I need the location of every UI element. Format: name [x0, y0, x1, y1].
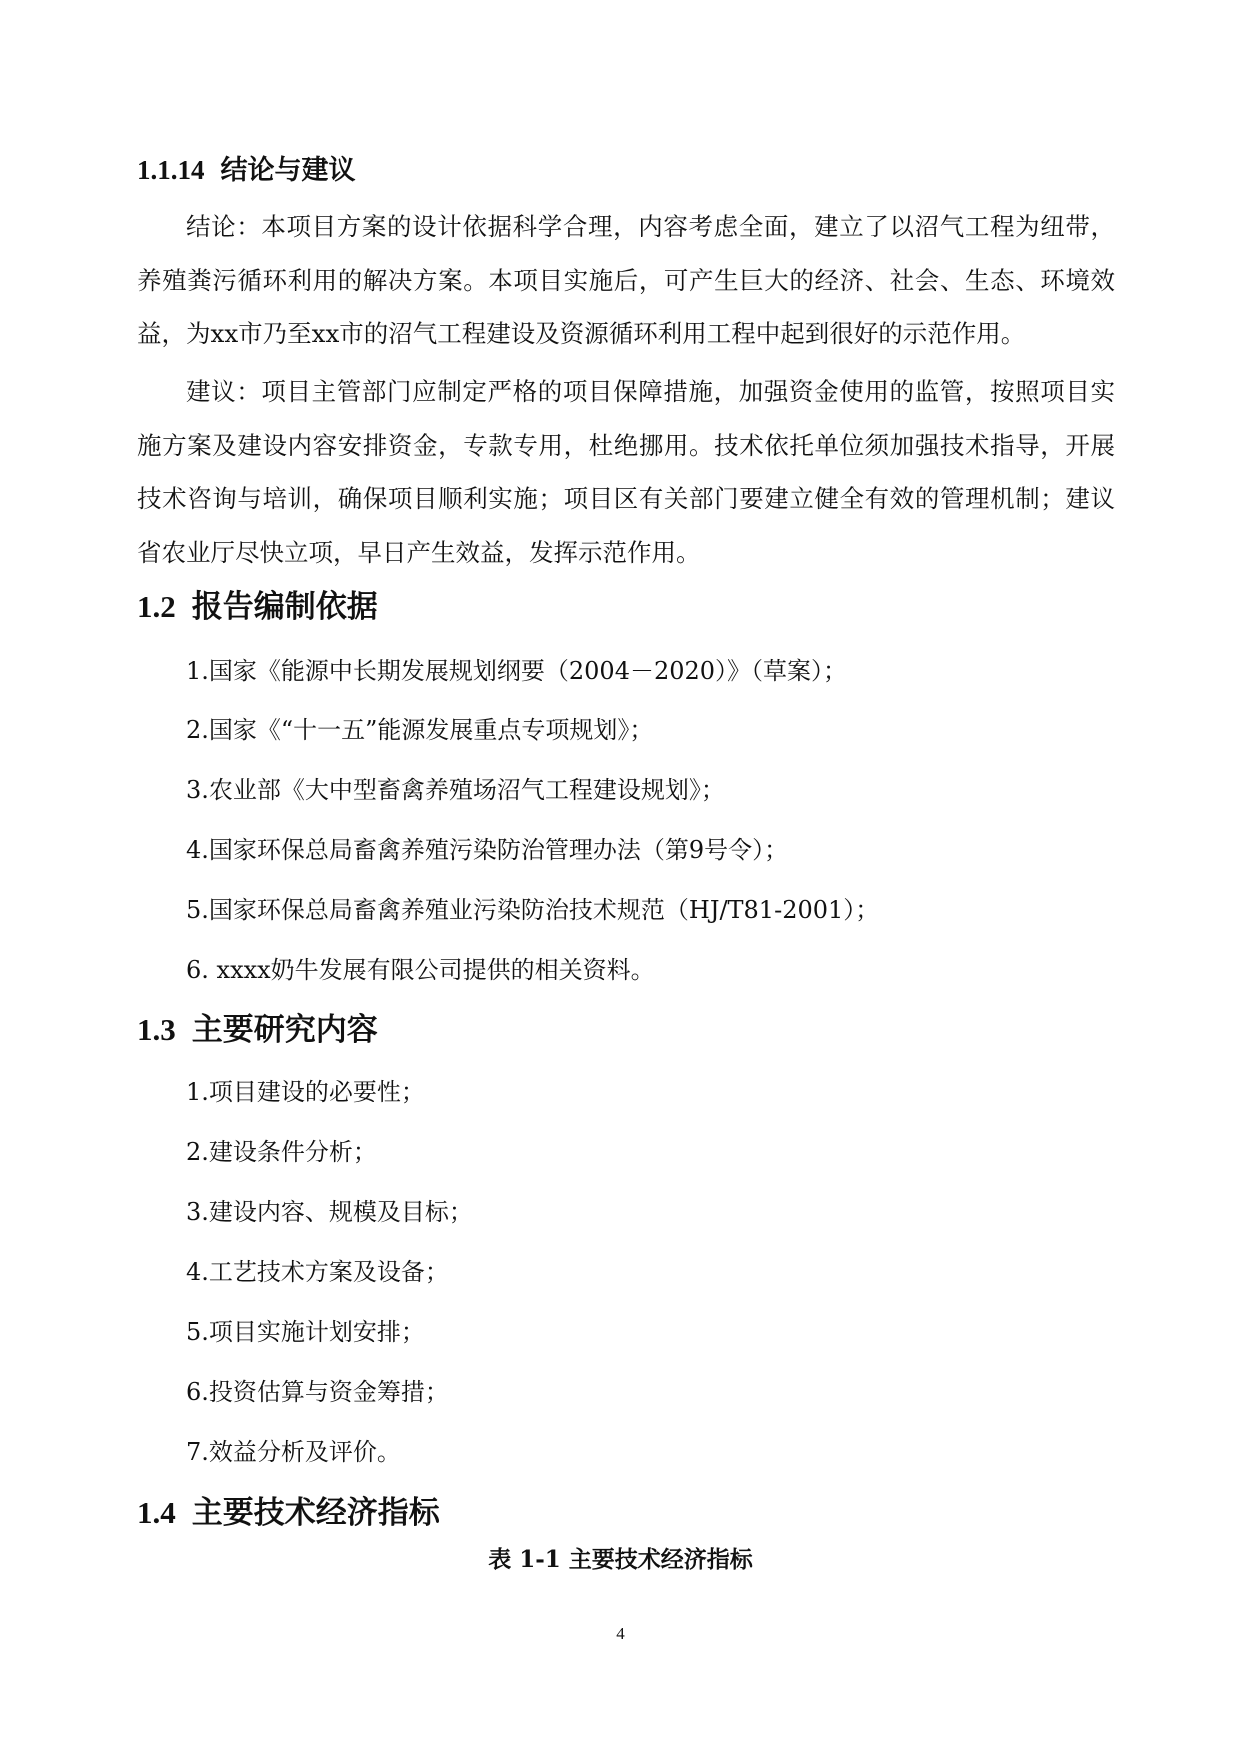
research-item-4: 4.工艺技术方案及设备；	[186, 1258, 449, 1286]
section-title: 报告编制依据	[191, 589, 378, 625]
section-title: 结论与建议	[220, 155, 356, 186]
section-title: 主要技术经济指标	[191, 1495, 440, 1531]
basis-item-3: 3.农业部《大中型畜禽养殖场沼气工程建设规划》；	[186, 776, 725, 804]
basis-item-2: 2.国家《“十一五”能源发展重点专项规划》；	[186, 716, 654, 744]
basis-item-6: 6. xxxx奶牛发展有限公司提供的相关资料。	[186, 956, 655, 984]
basis-item-1: 1.国家《能源中长期发展规划纲要（2004－2020）》（草案）；	[186, 657, 848, 685]
table-caption: 表 1-1 主要技术经济指标	[488, 1546, 753, 1573]
section-number: 1.2	[137, 589, 176, 624]
research-item-6: 6.投资估算与资金筹措；	[186, 1378, 449, 1406]
research-item-3: 3.建设内容、规模及目标；	[186, 1198, 473, 1226]
section-heading-1-2	[137, 587, 378, 627]
section-heading-1-1-14	[137, 153, 356, 188]
section-title: 主要研究内容	[191, 1012, 378, 1048]
section-heading-1-4	[137, 1493, 440, 1533]
suggestion-paragraph: 建议：项目主管部门应制定严格的项目保障措施，加强资金使用的监管，按照项目实施方案及建设内容安排资金，专款专用，杜绝挪用。技术依托单位须加强技术指导，开展技术咨询与培训，确保项目顺利实施；项目区有关部门要建立健全有效的管理机制；建议省农业厅尽快立项，早日产生效益，发挥示范作用。	[137, 377, 1115, 567]
section-number: 1.1.14	[137, 155, 205, 185]
page-number: 4	[616, 1624, 625, 1643]
conclusion-paragraph: 结论：本项目方案的设计依据科学合理，内容考虑全面，建立了以沼气工程为纽带，养殖粪污循环利用的解决方案。本项目实施后，可产生巨大的经济、社会、生态、环境效益，为xx市乃至xx市的沼气工程建设及资源循环利用工程中起到很好的示范作用。	[137, 212, 1115, 348]
research-item-1: 1.项目建设的必要性；	[186, 1078, 425, 1106]
research-item-2: 2.建设条件分析；	[186, 1138, 377, 1166]
basis-item-5: 5.国家环保总局畜禽养殖业污染防治技术规范（HJ/T81-2001）；	[186, 896, 880, 924]
section-heading-1-3	[137, 1010, 378, 1050]
research-item-5: 5.项目实施计划安排；	[186, 1318, 425, 1346]
research-item-7: 7.效益分析及评价。	[186, 1438, 401, 1466]
section-number: 1.4	[137, 1495, 176, 1530]
basis-item-4: 4.国家环保总局畜禽养殖污染防治管理办法（第9号令）；	[186, 836, 789, 864]
section-number: 1.3	[137, 1012, 176, 1047]
